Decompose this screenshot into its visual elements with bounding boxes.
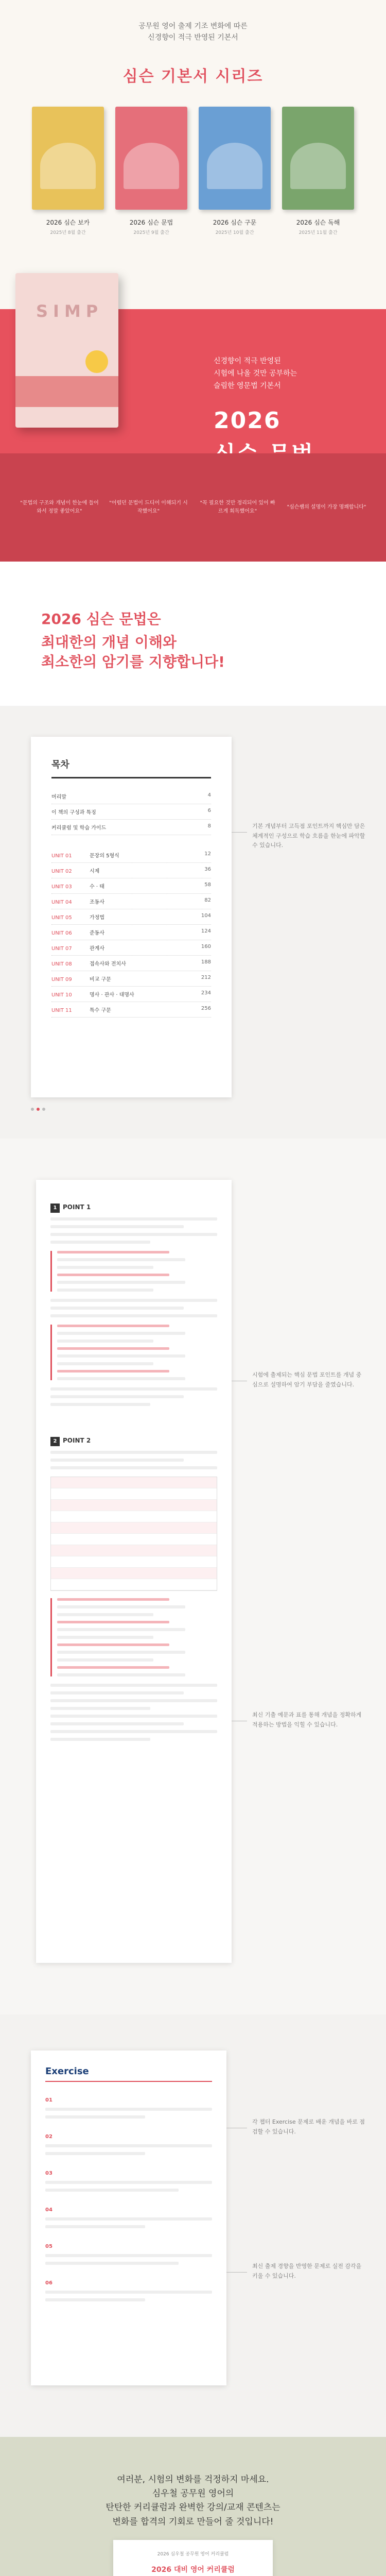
toc-row: UNIT 01 문장의 5형식 12 [51, 848, 211, 863]
grammar-table [50, 1477, 217, 1591]
toc-page [31, 737, 232, 1097]
review-quote: "심슨쌤의 설명이 가장 명쾌합니다" [287, 504, 366, 510]
lesson-note: 시험에 출제되는 핵심 문법 포인트를 개념 중심으로 설명하여 암기 부담을 줄였습니다. [252, 1371, 362, 1388]
book-cover [282, 107, 354, 210]
book-cover [32, 107, 104, 210]
toc-row: UNIT 08 접속사와 전치사 188 [51, 956, 211, 971]
toc-row: UNIT 02 시제 36 [51, 863, 211, 878]
book-syntax: 2026 심슨 구문 2025년 10월 출간 [199, 107, 271, 235]
series-lead: 공무원 영어 출제 기조 변화에 따른 신경향이 적극 반영된 기본서 [138, 22, 248, 42]
toc-row: UNIT 11 특수 구문 256 [51, 1002, 211, 1018]
intro-subtitle: 최대한의 개념 이해와 최소한의 암기를 지향합니다! [41, 634, 225, 670]
question-item: 04 [45, 2207, 212, 2228]
exercise-title: Exercise [45, 2066, 212, 2082]
example-box [50, 1598, 217, 1676]
toc-row: 이 책의 구성과 특징 6 [51, 804, 211, 820]
toc-row: UNIT 10 명사 · 관사 · 대명사 234 [51, 987, 211, 1002]
book-voca: 2026 심슨 보카 2025년 8월 출간 [32, 107, 104, 235]
hero-book-badge [85, 350, 108, 373]
toc-row: 머리말 4 [51, 789, 211, 804]
question-item: 03 [45, 2171, 212, 2192]
toc-row: 커리큘럼 및 학습 가이드 8 [51, 820, 211, 835]
curriculum-section [0, 2437, 386, 2576]
question-item: 01 [45, 2097, 212, 2119]
toc-note: 기본 개념부터 고득점 포인트까지 핵심만 담은 체계적인 구성으로 학습 흐름을 한눈에 파악할 수 있습니다. [252, 823, 365, 849]
curriculum-caption: 2026 심우철 공무원 영어 커리큘럼 [157, 2552, 229, 2557]
toc-chapters [51, 848, 211, 1018]
toc-front-matter [51, 789, 211, 835]
hero-year: 2026 [214, 408, 281, 434]
exercise-note: 최신 출제 경향을 반영한 문제로 실전 감각을 키울 수 있습니다. [252, 2263, 362, 2279]
review-quote: "꼭 필요한 것만 정리되어 있어 빠르게 회독했어요" [200, 500, 275, 514]
toc-row: UNIT 06 준동사 124 [51, 925, 211, 940]
review-quote: "어렵던 문법이 드디어 이해되기 시작했어요" [109, 500, 188, 514]
book-cover [199, 107, 271, 210]
curriculum-message: 여러분, 시험의 변화를 걱정하지 마세요. 심우철 공무원 영어의 탄탄한 커리큘럼과 완벽한 강의/교재 콘텐츠는 변화를 합격의 기회로 만들어 줄 것입니다! [106, 2475, 280, 2527]
toc-row: UNIT 09 비교 구문 212 [51, 971, 211, 987]
book-grammar: 2026 심슨 문법 2025년 9월 출간 [115, 107, 187, 235]
exercise-page [31, 2050, 226, 2385]
lesson-note: 최신 기출 예문과 표를 통해 개념을 정확하게 적용하는 방법을 익힐 수 있습니다. [252, 1711, 362, 1728]
question-item: 06 [45, 2280, 212, 2301]
review-quote: "문법의 구조와 개념이 한눈에 들어와서 정말 좋았어요" [20, 500, 99, 514]
exercise-note: 각 챕터 Exercise 문제로 배운 개념을 바로 점검할 수 있습니다. [252, 2119, 365, 2135]
toc-row: UNIT 05 가정법 104 [51, 909, 211, 925]
hero-section [0, 301, 386, 453]
lesson-section [0, 1139, 386, 2014]
toc-row: UNIT 04 조동사 82 [51, 894, 211, 909]
lesson-point: 1 POINT 1 [50, 1204, 217, 1213]
curriculum-table-title: 2026 대비 영어 커리큘럼 [151, 2566, 235, 2574]
pagination-dots [31, 1108, 45, 1111]
reviews-section [0, 453, 386, 562]
book-reading: 2026 심슨 독해 2025년 11월 출간 [282, 107, 354, 235]
hero-text [214, 355, 314, 469]
toc-section [0, 706, 386, 1139]
intro-section [0, 562, 386, 706]
series-title: 심슨 기본서 시리즈 [122, 67, 264, 86]
toc-title: 목차 [51, 757, 211, 778]
intro-title: 2026 심슨 문법은 [41, 611, 161, 628]
book-cover [115, 107, 187, 210]
hero-book-logo: SIMP [36, 301, 103, 321]
hero-book-cover [15, 273, 118, 428]
toc-row: UNIT 07 관계사 160 [51, 940, 211, 956]
example-box [50, 1325, 217, 1380]
question-item: 05 [45, 2244, 212, 2265]
series-section [0, 0, 386, 309]
curriculum-sheet [113, 2540, 273, 2576]
exercise-section [0, 2014, 386, 2437]
question-item: 02 [45, 2134, 212, 2155]
toc-row: UNIT 03 수 · 태 58 [51, 878, 211, 894]
book-list [0, 107, 386, 235]
lesson-page [36, 1180, 232, 1963]
example-box [50, 1251, 217, 1292]
lesson-point: 2 POINT 2 [50, 1437, 217, 1446]
hero-desc: 신경향이 적극 반영된 시험에 나올 것만 공부하는 슬림한 영문법 기본서 [214, 357, 297, 390]
